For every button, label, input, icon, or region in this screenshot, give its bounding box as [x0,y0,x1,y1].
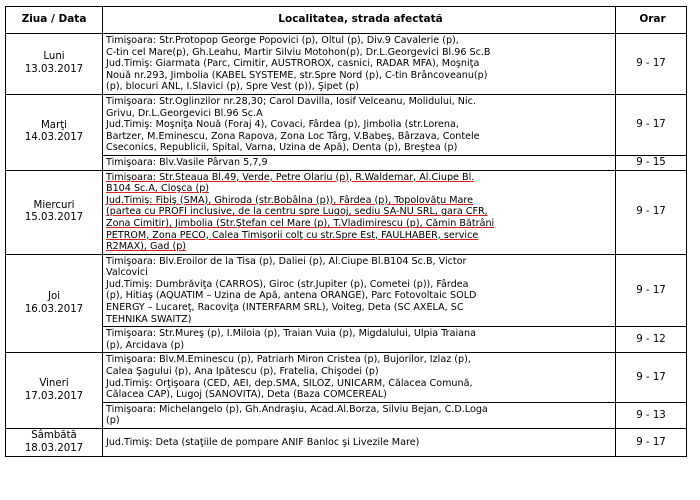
locality-line: (p) [106,415,120,427]
hours-cell: 9 - 17 [616,429,687,457]
locality-line: Jud.Timiş: Dumbrăviţa (CARROS), Giroc (str.Jupiter (p), Cometei (p)), Fârdea [106,278,469,290]
locality-line: B104 Sc.A, Cloşca (p) [106,183,210,195]
locality-line: Nouă nr.293, Jimbolia (KABEL SYSTEME, str.Spre Nord (p), C-tin Brâncoveanu(p) [106,69,488,81]
day-date: 13.03.2017 [24,63,84,75]
hours-cell: 9 - 17 [616,254,687,327]
locality-line: Timişoara: Blv.Vasile Pârvan 5,7,9 [106,156,268,168]
locality-line: (p), blocuri ANL, I.Slavici (p), Spre Vest (p)), Şipet (p) [106,81,359,93]
locality-cell [103,353,616,402]
locality-line: Bartzer, M.Eminescu, Zona Rapova, Zona Loc Târg, V.Babeş, Bârzava, Contele [106,130,480,142]
locality-cell [103,170,616,254]
table-row [6,170,687,254]
locality-line: Calea Şagului (p), Ana Ipătescu (p), Fratelia, Chişodei (p) [106,366,379,378]
day-cell [6,353,103,429]
outage-schedule-table [5,6,687,457]
day-date: 16.03.2017 [24,303,84,315]
locality-cell [103,327,616,353]
locality-line: Timişoara: Blv.Eroilor de la Tisa (p), Daliei (p), Al.Ciupe Bl.B104 Sc.B, Victor [106,255,467,267]
locality-line: Valcovici [106,267,148,279]
locality-line: ENERGY – Lucareţ, Racoviţa (INTERFARM SRL), Voiteg, Deta (SC AXELA, SC [106,302,464,314]
locality-line: Jud.Timiş: Fibiş (SMA), Ghiroda (str.Bobâlna (p)), Fârdea (p), Topolovăţu Mare [106,194,474,206]
locality-cell [103,254,616,327]
table-row [6,155,687,170]
hours-cell: 9 - 17 [616,94,687,155]
locality-line: (p), Arcidava (p) [106,339,185,351]
locality-line: Timişoara: Michelangelo (p), Gh.Andraşiu, Acad.Al.Borza, Silviu Bejan, C.D.Loga [106,403,488,415]
day-name: Luni [43,51,65,63]
locality-line: C-tin cel Mare(p), Gh.Leahu, Martir Silviu Motohon(p), Dr.L.Georgevici Bl.96 Sc.B [106,46,491,58]
locality-line: TEHNIKA SWAITZ) [106,313,192,325]
day-name: Joi [47,291,61,303]
locality-line: Timişoara: Str.Mureş (p), I.Miloia (p), Traian Vuia (p), Migdalului, Ulpia Traiana [106,328,477,340]
day-date: 17.03.2017 [24,390,84,402]
day-cell [6,170,103,254]
locality-line: Jud.Timiş: Orţişoara (CED, AEI, dep.SMA, SILOZ, UNICARM, Călacea Comună, [106,377,473,389]
locality-line: PETROM, Zona PECO, Calea Timişorii colţ cu str.Spre Est, FAULHABER, service [106,229,479,241]
hours-cell: 9 - 17 [616,34,687,95]
day-name: Sâmbătă [31,430,77,441]
day-cell [6,34,103,95]
locality-cell [103,429,616,457]
locality-line: Jud.Timiş: Giarmata (Parc, Cimitir, AUSTROROX, casnici, RADAR MFA), Moşniţa [106,58,480,70]
locality-cell [103,155,616,170]
hours-cell: 9 - 13 [616,402,687,428]
table-row [6,429,687,457]
day-date: 14.03.2017 [24,132,84,144]
locality-line: Jud.Timiş: Moşniţa Nouă (Foraj 4), Covaci, Fârdea (p), Jimbolia (str.Lorena, [106,119,459,131]
table-row [6,327,687,353]
table-row [6,353,687,402]
locality-line: Grivu, Dr.L.Georgevici Bl.96 Sc.A [106,107,263,119]
table-row [6,254,687,327]
locality-line: (p), Hitiaş (AQUATIM – Uzina de Apă, antena ORANGE), Parc Fotovoltaic SOLD [106,290,477,302]
day-name: Marţi [40,119,68,131]
day-cell [6,94,103,170]
locality-line: R2MAX), Gad (p) [106,241,187,253]
locality-line: Zona Cimitir), Jimbolia (Str.Ştefan cel Mare (p), T.Vladimirescu (p), Cămin Bătrâni [106,217,495,229]
schedule-body [6,34,687,457]
locality-line: Călacea CAP), Lugoj (SANOVITA), Deta (Baza COMCEREAL) [106,389,387,401]
table-row [6,34,687,95]
day-cell [6,429,103,457]
hours-cell: 9 - 12 [616,327,687,353]
day-date: 15.03.2017 [24,212,84,224]
header-locality: Localitatea, strada afectată [103,7,616,34]
locality-cell [103,34,616,95]
table-row [6,94,687,155]
locality-line: Timişoara: Blv.M.Eminescu (p), Patriarh Miron Cristea (p), Bujorilor, Izlaz (p), [106,354,471,366]
locality-line: Timişoara: Str.Steaua Bl.49, Verde, Petre Olariu (p), R.Waldemar, Al.Ciupe Bl. [106,171,475,183]
locality-line: (partea cu PROFI inclusive, de la centru spre Lugoj, sediu SA-NU SRL, gara CFR, [106,206,488,218]
hours-cell: 9 - 17 [616,170,687,254]
table-row [6,402,687,428]
locality-line: Cseconics, Republicii, Spital, Varna, Uzina de Apă), Denta (p), Breştea (p) [106,142,458,154]
locality-cell [103,402,616,428]
hours-cell: 9 - 15 [616,155,687,170]
header-row [6,7,687,34]
day-name: Miercuri [33,199,75,211]
hours-cell: 9 - 17 [616,353,687,402]
locality-cell [103,94,616,155]
day-cell [6,254,103,353]
day-date: 18.03.2017 [24,442,84,454]
locality-line: Timişoara: Str.Oglinzilor nr.28,30; Carol Davilla, Iosif Velceanu, Molidului, Nic. [106,95,476,107]
day-name: Vineri [39,378,69,390]
locality-line: Jud.Timiş: Deta (staţiile de pompare ANIF Banloc şi Livezile Mare) [106,436,420,448]
header-day: Ziua / Data [6,7,103,34]
header-schedule: Orar [616,7,687,34]
locality-line: Timişoara: Str.Protopop George Popovici (p), Oltul (p), Div.9 Cavalerie (p), [106,35,459,46]
